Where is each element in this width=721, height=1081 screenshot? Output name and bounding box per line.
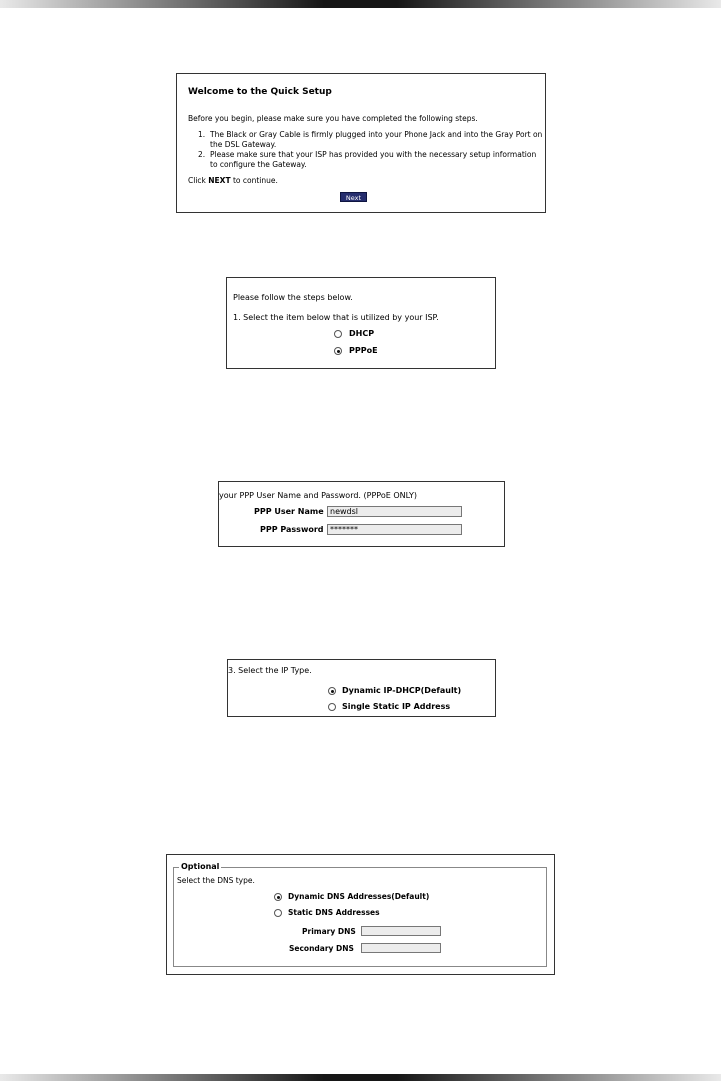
next-button[interactable]: Next — [340, 192, 367, 202]
step-2-number: 2. — [198, 150, 206, 159]
isp-step-label: 1. Select the item below that is utilized by your ISP. — [233, 313, 439, 322]
step-1-line-2: the DSL Gateway. — [210, 140, 277, 149]
step-2-line-1: Please make sure that your ISP has provided you with the necessary setup information — [210, 150, 537, 159]
dynamic-ip-radio[interactable] — [328, 687, 336, 695]
steps-intro: Please follow the steps below. — [233, 293, 353, 302]
pppoe-label: PPPoE — [349, 346, 378, 355]
primary-dns-input[interactable] — [361, 926, 441, 936]
step-1-line-1: The Black or Gray Cable is firmly plugged into your Phone Jack and into the Gray Port on — [210, 130, 543, 139]
dynamic-dns-label: Dynamic DNS Addresses(Default) — [288, 892, 430, 901]
dhcp-label: DHCP — [349, 329, 375, 338]
dhcp-radio[interactable] — [334, 330, 342, 338]
ppp-password-input[interactable] — [327, 524, 462, 535]
dynamic-ip-label: Dynamic IP-DHCP(Default) — [342, 686, 462, 695]
static-ip-label: Single Static IP Address — [342, 702, 451, 711]
optional-legend: Optional — [181, 862, 220, 871]
step-2-line-2: to configure the Gateway. — [210, 160, 307, 169]
bottom-decorative-bar — [0, 1074, 721, 1081]
dynamic-dns-radio[interactable] — [274, 893, 282, 901]
continue-instruction — [188, 176, 278, 185]
ppp-intro: your PPP User Name and Password. (PPPoE ONLY) — [219, 491, 417, 500]
secondary-dns-label: Secondary DNS — [289, 944, 354, 953]
isp-type-panel — [226, 277, 496, 369]
top-decorative-bar — [0, 0, 721, 8]
welcome-title: Welcome to the Quick Setup — [188, 87, 332, 97]
ip-type-intro: 3. Select the IP Type. — [228, 666, 312, 675]
primary-dns-label: Primary DNS — [302, 927, 356, 936]
ppp-username-label: PPP User Name — [254, 507, 324, 516]
ppp-username-input[interactable] — [327, 506, 462, 517]
continue-pre: Click — [188, 176, 209, 185]
dns-intro: Select the DNS type. — [177, 876, 255, 885]
ip-type-panel — [227, 659, 496, 717]
continue-next-bold: NEXT — [208, 176, 231, 185]
dns-panel — [166, 854, 555, 975]
pppoe-radio[interactable] — [334, 347, 342, 355]
continue-post: to continue. — [230, 176, 278, 185]
static-dns-radio[interactable] — [274, 909, 282, 917]
ppp-credentials-panel — [218, 481, 505, 547]
step-1-number: 1. — [198, 130, 206, 139]
ppp-password-label: PPP Password — [260, 525, 324, 534]
secondary-dns-input[interactable] — [361, 943, 441, 953]
quick-setup-welcome-panel — [176, 73, 546, 213]
welcome-intro: Before you begin, please make sure you have completed the following steps. — [188, 114, 478, 123]
static-ip-radio[interactable] — [328, 703, 336, 711]
static-dns-label: Static DNS Addresses — [288, 908, 380, 917]
